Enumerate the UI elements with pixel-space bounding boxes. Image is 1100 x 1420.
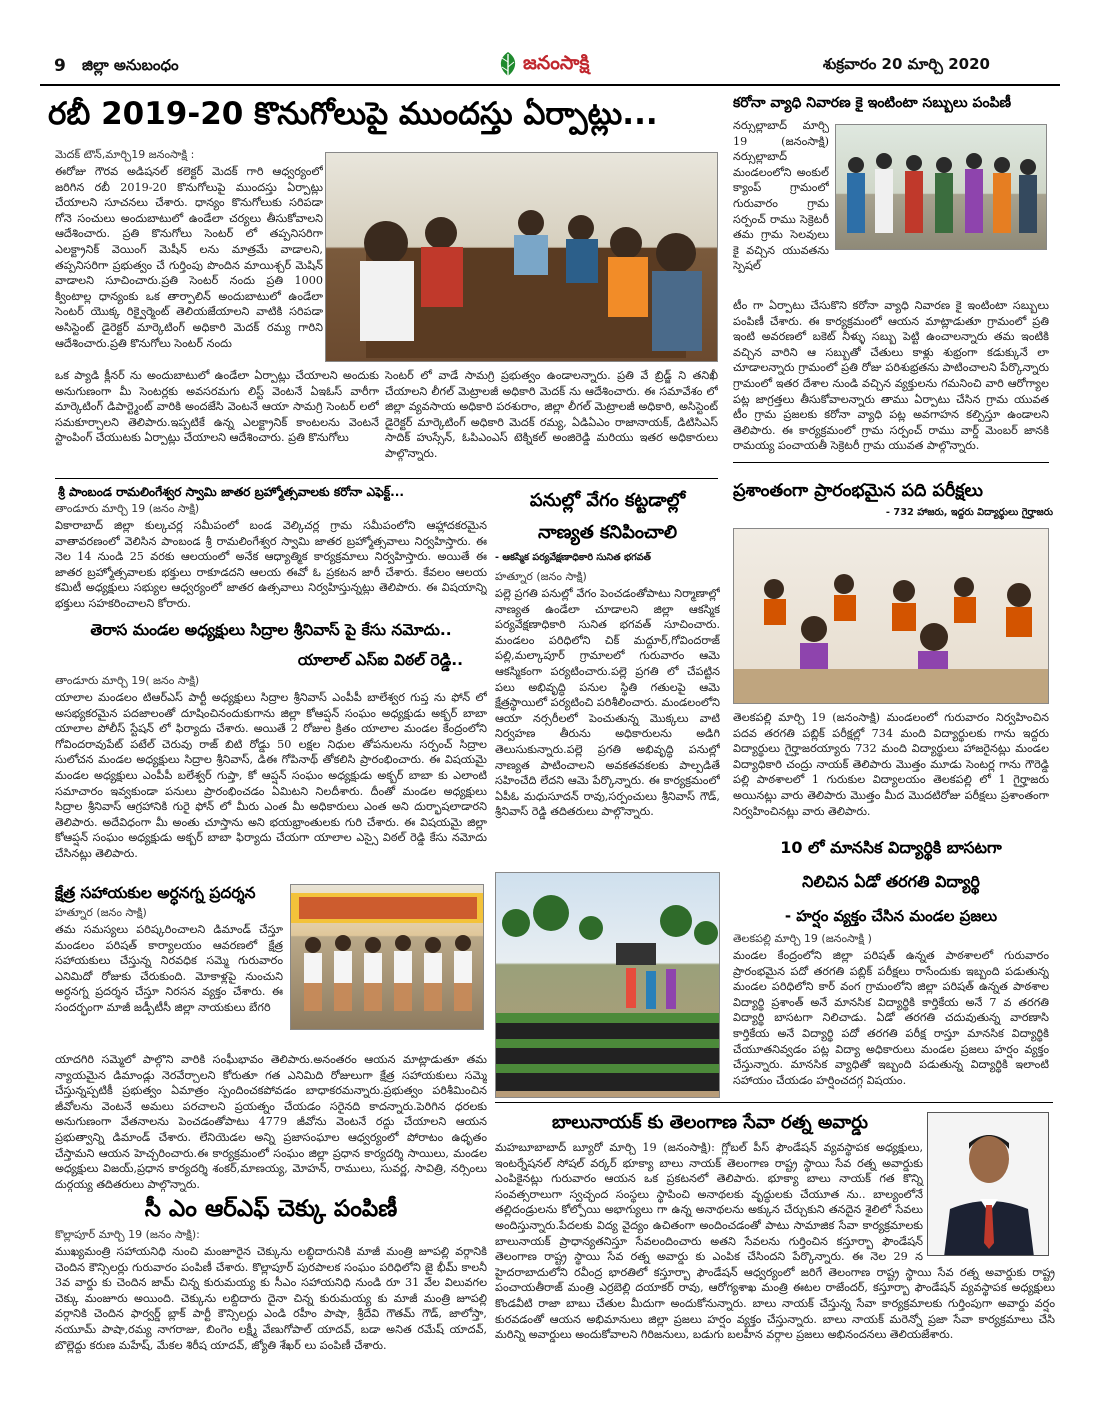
trs-headline-2: యాలాల్ ఎస్ఐ విఠల్ రెడ్డి.. — [297, 651, 463, 669]
nursery-photo — [495, 872, 720, 1098]
panulu-dateline: హత్నూర (జనం సాక్షి) — [495, 570, 587, 583]
tenth-headline-1: 10 లో మానసిక విద్యార్థికి బాసటగా — [780, 838, 1002, 857]
exam-hall-photo — [733, 528, 1049, 704]
divider-h1 — [55, 478, 718, 479]
kshetra-dateline: హత్నూర (జనం సాక్షి) — [55, 906, 147, 919]
trs-dateline: తాండూరు మార్చి 19( జనం సాక్షి) — [55, 674, 200, 687]
exams-headline: ప్రశాంతంగా ప్రారంభమైన పది పరీక్షలు — [733, 481, 983, 501]
balu-nayak-portrait — [927, 1112, 1049, 1256]
jathara-dateline: తాండూరు మార్చి 19 (జనం సాక్షి) — [55, 502, 200, 515]
meeting-photo — [325, 152, 718, 362]
logo — [495, 48, 645, 82]
tenth-headline-2: నిలిచిన ఏడో తరగతి విద్యార్థి — [802, 872, 980, 891]
soap-distribution-photo — [835, 124, 1047, 250]
protest-photo — [290, 884, 484, 1030]
corona-body-wide: టీం గా ఏర్పాటు చేసుకొని కరోనా వ్యాధి నివారణ కై ఇంటింటా సబ్బులు పంపిణీ చేశారు. ఈ కార్యక్రమంలో ఆయన మాట్లాడుతూ గ్రామంలో ప్రతి ఇంటి అవరణలో బకెట్ నీళ్ళు సబ్బు పెట్టి ఉంచాలన్నారు తమ ఇంటికి వచ్చిన వారిని ఆ సబ్బుతో చేతులు కాళ్లు శుభ్రంగా కడుక్కునే లా చూడాలన్నారు గ్రామంలో ప్రతి రోజు పరిశుభ్రతను పాటించాలని పేర్కొన్నారు గ్రామంలో ఇతర దేశాల నుండి వచ్చిన వ్యక్తులను గమనించి వారి ఆరోగ్యాల పట్ల జాగ్రత్తలు తీసుకోవాలన్నారు తాము ఏర్పాటు చేసిన గ్రామ యువత టీం గ్రామ ప్రజలకు కరోనా వ్యాధి పట్ల అవగాహన కల్పిస్తూ ఉండాలని తెలిపారు. ఈ కార్యక్రమంలో గ్రామ సర్పంచ్ రాము వార్డ్ మెంబర్ జానకి రామయ్య పంచాయతీ సెక్రెటరీ గ్రామ యువత పాల్గొన్నారు. — [733, 299, 1049, 453]
corona-body-narrow: నర్సుల్లాబాద్ మార్చి 19 (జనంసాక్షి) నర్సుల్లాబాద్ మండలంలోని అంకుల్ క్యాంప్ గ్రామంలో గురువారం గ్రామ సర్పంచ్ రాము సెక్రెటరీ తమ గ్రామ సెలవులు కై వచ్చిన యువతను స్పెషల్ — [733, 119, 829, 273]
divider-h1b — [733, 462, 1049, 463]
trs-body: యాలాల మండలం టిఆర్ఎస్ పార్టీ అధ్యక్షులు సిద్రాల శ్రీనివాస్ ఎంపీపీ బాలేశ్వర గుప్త ను ఫోన్ లో అసభ్యకరమైన పదజాలంతో దూషించినందుకుగాను జిల్లా కోఆప్షన్ సంఘం అధ్యక్షుడు అక్బర్ బాబా యాలాల పోలీస్ స్టేషన్ లో ఫిర్యాదు చేశారు. అయితే 2 రోజుల క్రితం యాలాల మండల కేంద్రంలోని గోవిందరావుపేట్ పటేల్ చెరువు రాజ్ బిటి రోడ్డు 50 లక్షల నిధుల తోపనులను సర్పంచ్ సిద్రాల సులోచన మండల అధ్యక్షులు సిద్రాల శ్రీనివాస్, డిఈ గోపినాథ్ తోకలిసి ప్రారంభించారు. ఈ విషయమై మండల అధ్యక్షులు ఎంపీపీ బలేశ్వర్ గుప్తా, కో ఆప్షన్ సంఘం అధ్యక్షుడు అక్బర్ బాబా కు ఎలాంటి సమాచారం ఇవ్వకుండా పనులు ప్రారంభించడం ఏమిటని నిలదీశారు. దీంతో మండల అధ్యక్షులు సిద్రాల శ్రీనివాస్ ఆగ్రహానికి గురై ఫోన్ లో మీరు ఎంత మీ అధికారులు ఎంత అని దుర్భాషలాడారని తెలిపారు. అదేవిధంగా మీ అంతు చూస్తాను అని భయభ్రాంతులకు గురి చేశారు. ఈ విషయమై జిల్లా కోఆప్షన్ సంఘం అధ్యక్షుడు అక్బర్ బాబా ఫిర్యాదు చేయగా యాలాల ఎస్సై విఠల్ రెడ్డి కేసు నమోదు చేసినట్లు తెలిపారు. — [55, 691, 487, 860]
main-dateline: మెదక్ టౌన్,మార్చి19 జనంసాక్షి : — [55, 148, 195, 161]
exams-body: తెలకపల్లి మార్చి 19 (జనంసాక్షి) మండలంలో గురువారం నిర్వహించిన పదవ తరగతి పబ్లిక్ పరీక్షల్లో 734 మంది విద్యార్థులకు గాను ఇద్దరు విద్యార్థులు గైర్హాజరయ్యారు 732 మంది విద్యార్థులు హాజరైనట్లు మండల విద్యాధికారి చంద్రు నాయక్ తెలిపారు మొత్తం మూడు సెంటర్ల గాను గౌరెడ్డి పల్లి పాఠశాలలో 1 గురుకుల విద్యాలయం తెలకపల్లి లో 1 గైర్హాజరు అయినట్లు వారు తెలిపారు మొత్తం మీద మొదటిరోజు పరీక్షలు ప్రశాంతంగా నిర్వహించినట్లు వారు తెలిపారు. — [733, 711, 1049, 818]
corona-headline: కరోనా వ్యాధి నివారణ కై ఇంటింటా సబ్బులు పంపిణీ — [733, 95, 1012, 111]
logo-text: జనంసాక్షి — [523, 52, 590, 74]
panulu-subhead: - ఆకస్మిక పర్యవేక్షణాధికారి సునిత భగవత్ — [495, 552, 652, 563]
trs-headline-1: తెరాస మండల అధ్యక్షులు సిద్రాల శ్రీనివాస్ పై కేసు నమోదు.. — [90, 621, 452, 639]
issue-date: శుక్రవారం 20 మార్చి 2020 — [822, 55, 990, 73]
cmrf-body: ముఖ్యమంత్రి సహాయనిధి నుంచి మంజూరైన చెక్కును లబ్ధిదారునికి మాజీ మంత్రి జూపల్లి వర్గానికి చెందిన కౌన్సిలర్లు గురువారం పంపిణీ చేశారు. కొల్లాపూర్ పురపాలక సంఘం పరిధిలోని జై భీమ్ కాలనీ 3వ వార్డు కు చెందిన జామ్ చిన్న కురుమయ్య కు సీఎం సహాయనిధి నుండి రూ 31 వేల విలువగల చెక్కు మంజూరు అయింది. చెక్కును లబ్దిదారు దైనా చిన్న కురుమయ్య కు మాజీ మంత్రి జూపల్లి వర్గానికి చెందిన ఫార్వర్డ్ బ్లాక్ పార్టీ కౌన్సిలర్లు ఎండి రహీం పాషా, శ్రీదేవి గౌతమ్ గౌడ్, జాలోస్తా, నయూమ్ పాషా,రమ్య నాగరాజు, బింగెం లక్ష్మీ వేణుగోపాల్ యాదవ్, బడా అనిత రమేష్ యాదవ్, బొల్లెద్దు కరుణ మహేష్, మేకల శిరీష యాదవ్, జ్యోతి శేఖర్ లు పంపిణీ చేశారు. — [55, 1245, 487, 1352]
masthead — [40, 40, 1060, 84]
section-name: జిల్లా అనుబంధం — [82, 56, 179, 74]
kshetra-body-narrow: తమ సమస్యలు పరిష్కరించాలని డిమాండ్ చేస్తూ మండలం పరిషత్ కార్యాలయం ఆవరణలో క్షేత్ర సహాయకులు చేస్తున్న నిరవధిక సమ్మె గురువారం ఎనిమిదో రోజుకు చేరుకుంది. మోకాళ్లపై నుంచుని అర్ధనగ్న ప్రదర్శన చేస్తూ నిరసన వ్యక్తం చేశారు. ఈ సందర్భంగా మాజీ జడ్పీటీసీ జిల్లా నాయకులు బేగరి — [55, 923, 283, 1014]
leaf-icon — [495, 50, 521, 78]
cmrf-headline: సీ ఎం ఆర్ఎఫ్ చెక్కు పంపిణీ — [144, 1196, 398, 1222]
tenth-headline-3: - హర్షం వ్యక్తం చేసిన మండల ప్రజలు — [784, 907, 998, 925]
divider-h2 — [495, 1102, 1053, 1103]
kshetra-body-wide: యాదగిరి సమ్మెలో పాల్గొని వారికి సంఘీభావం తెలిపారు.అనంతరం ఆయన మాట్లాడుతూ తమ న్యాయమైన డిమాండ్లు నెరవేర్చాలని కోరుతూ గత ఎనిమిది రోజులుగా క్షేత్ర సహాయకులు సమ్మె చేస్తున్నప్పటికీ ప్రభుత్వం ఏమాత్రం స్పందించకపోవడం బాధాకరమన్నారు.ప్రభుత్వం పరిశీమించిన జీవోలను వెంటనే అమలు పరచాలని ప్రయత్నం చేయడం సరైనది కాదన్నారు.పెరిగిన ధరలకు అనుగుణంగా వేతనాలను పెంచడంతోపాటు 4779 జీవోను వెంటనే రద్దు చేయాలని ఆయన ప్రభుత్వాన్ని డిమాండ్ చేశారు. లేనియెడల అన్ని ప్రజాసంఘాల ఆధ్వర్యంలో పోరాటం ఉధృతం చేస్తామని ఆయన హెచ్చరించారు.ఈ కార్యక్రమంలో సంఘం జిల్లా ప్రధాన కార్యదర్శి సాయిలు, మండల అధ్యక్షులు విజయ్,ప్రధాన కార్యదర్శి శంకర్,మాణయ్య, మోహన్, రాములు, సువర్ణ, సావిత్రి, నర్సింలు దుర్గయ్య తదితరులు పాల్గొన్నారు. — [55, 1053, 487, 1191]
masthead-rule — [40, 84, 1060, 86]
exams-subhead: - 732 హాజరు, ఇద్దరు విద్యార్థులు గైర్హాజరు — [885, 507, 1053, 518]
tenth-dateline: తెలకపల్లి మార్చి 19 (జనంసాక్షి ) — [733, 932, 872, 945]
main-body-1: ఈరోజు గౌరవ అడిషనల్ కలెక్టర్ మెదక్ గారి ఆధ్వర్యంలో జరిగిన రబీ 2019-20 కొనుగోలుపై ముందస్తు ఏర్పాట్లు చేయాలని సూచనలు చేశారు. ధాన్యం కొనుగోలుకు సరిపడా గోనె సంచులు అందుబాటులో ఉండేలా చర్యలు తీసుకోవాలని ఆదేశించారు. ప్రతి కొనుగోలు సెంటర్ లో తప్పనిసరిగా ఎలక్ట్రానిక్ వెయింగ్ మెషీన్ లను మాత్రమే వాడాలని, తప్పనిసరిగా ప్రభుత్వం చే గుర్తింపు పొందిన మాయిశ్చర్ మెషిన్ వాడాలని సూచించారు.ప్రతి సెంటర్ నందు ప్రతి 1000 క్వింటాల్ల ధాన్యంకు ఒక తార్పాలిన్ అందుబాటులో ఉండేలా సెంటర్ యొక్క రిక్వైర్మెంట్ తెలియజేయాలని వాటికి సరిపడా అసిస్టెంట్ డైరెక్టర్ మార్కెటింగ్ అధికారి మెదక్ రమ్య గారిని ఆదేశించారు.ప్రతి కొనుగోలు సెంటర్ నందు — [55, 165, 323, 350]
cmrf-dateline: కొల్లాపూర్ మార్చి 19 (జనం సాక్షి): — [55, 1228, 200, 1241]
balu-body: మహబూబాబాద్ బ్యూరో మార్చి 19 (జనంసాక్షి): గ్లోబల్ పీస్ ఫౌండేషన్ వ్యవస్థాపక అధ్యక్షులు, ఇంటర్నేషనల్ సోషల్ వర్కర్ భూక్యా బాలు నాయక్ తెలంగాణ రాష్ట్ర స్థాయి సేవ రత్న అవార్డుకు ఎంపికైనట్లు గురువారం ఆయన ఒక ప్రకటనలో తెలిపారు. భూక్యా బాలు నాయక్ గత కొన్ని సంవత్సరాలుగా స్వచ్ఛంద సంస్థలు స్థాపించి అనాథలకు వృద్ధులకు చేయూత ను.. బాల్యంలోనే తల్లిదండ్రులను కోల్పోయి అభాగ్యులు గా ఉన్న అనాథలను అక్కున చేర్చుకుని తనదైన శైలిలో సేవలు అందిస్తున్నారు.పేదలకు విద్య వైద్యం ఉచితంగా అందించడంతో పాటు సామాజిక సేవా కార్యక్రమాలకు బాలునాయక్ ప్రాధాన్యతనిస్తూ సేవలందించారు అతని సేవలను గుర్తించిన కస్తూర్బా ఫౌండేషన్ తెలంగాణ రాష్ట్ర స్థాయి సేవ రత్న అవార్డు కు ఎంపిక చేసిందని పేర్కొన్నారు. ఈ నెల 29 న హైదరాబాదులోని రవీంద్ర భారతిలో కస్తూర్బా ఫౌండేషన్ ఆధ్వర్యంలో జరిగే తెలంగాణ రాష్ట్ర స్థాయి సేవ రత్న అవార్డుకు రాష్ట్ర పంచాయతీరాజ్ మంత్రి ఎర్రబెల్లి దయాకర్ రావు, ఆరోగ్యశాఖ మంత్రి ఈటల రాజేందర్, కస్తూర్బా ఫౌండేషన్ వ్యవస్థాపక అధ్యక్షులు కొండవీటి రాజా బాబు చేతుల మీదుగా అందుకోనున్నారు. బాలు నాయక్ చేస్తున్న సేవా కార్యక్రమాలకు గుర్తింపుగా అవార్డు వర్షం కురవడంతో ఆయన అభిమానులు జిల్లా ప్రజలు హర్షం వ్యక్తం చేస్తున్నారు. బాలు నాయక్ మరెన్నో ప్రజా సేవా కార్యక్రమాలు చేసి మరిన్ని అవార్డులు అందుకోవాలని గిరిజనులు, బడుగు బలహీన వర్గాల ప్రజలు అభినందనలు తెలియజేశారు. — [495, 1141, 1055, 1342]
kshetra-headline: క్షేత్ర సహాయకుల అర్ధనగ్న ప్రదర్శన — [55, 884, 256, 902]
balu-headline: బాలునాయక్ కు తెలంగాణ సేవా రత్న అవార్డు — [551, 1112, 869, 1133]
jathara-headline: శ్రీ పాంబండ రామలింగేశ్వర స్వామి జాతర బ్రహ్మోత్సవాలకు కరోనా ఎఫెక్ట్... — [58, 485, 405, 499]
main-body-2: ఒక ప్యాడి క్లీనర్ ను అందుబాటులో ఉండేలా ఏర్పాట్లు చేయాలని అందుకు అనుగుణంగా మీ సెంటర్లకు అవసరమగు లిస్ట్ వెంటనే ఏఇఓస్ వారీగా మార్కెటింగ్ డిపార్ట్మెంట్ వారికి అందజేసి వెంటనే ఆయా సామగ్రి సెంటర్ లలో సమకూర్చాలని తెలిపారు.ఇప్పటికే ఉన్న ఎలక్ట్రానిక్ కాంటలను వెంటనే స్టాంపింగ్ చేయుటకు ఏర్పాట్లు చేయాలని ఆదేశించారు. ప్రతి కొనుగోలు — [55, 369, 379, 445]
jathara-body: వికారాబాద్ జిల్లా కుల్కచర్ల సమీపంలో బండ వెల్కిచర్ల గ్రామ సమీపంలోని ఆహ్లాదకరమైన వాతావరణంలో వెలిసిన పాంబండ శ్రీ రామలింగేశ్వర స్వామి జాతర బ్రహ్మోత్సవాలు నిర్వహిస్తారు. ఈ నెల 14 నుండి 25 వరకు ఆలయంలో అనేక ఆధ్యాత్మిక కార్యక్రమాలు నిర్వహిస్తారు. అయితే ఈ జాతర బ్రహ్మోత్సవాలకు భక్తులు రాకూడదని ఆలయ ఈవో ఓ ప్రకటన జారీ చేశారు. కేవలం ఆలయ కమిటీ అధ్యక్షులు సభ్యుల ఆధ్వర్యంలో జాతర ఉత్సవాలు నిర్వహిస్తున్నట్లు తెలిపారు. ఈ విషయాన్ని భక్తులు సహకరించాలని కోరారు. — [55, 519, 487, 610]
tenth-body: మండల కేంద్రంలోని జిల్లా పరిషత్ ఉన్నత పాఠశాలలో గురువారం ప్రారంభమైన పదో తరగతి పబ్లిక్ పరీక్షలు రాసేందుకు ఇబ్బంది పడుతున్న మండల పరిధిలోని కార్ వంగ గ్రామంలోని జిల్లా పరిషత్ ఉన్నత పాఠశాల విద్యార్థి ప్రశాంత్ అనే మానసిక విద్యార్థికి కార్తికేయ అనే 7 వ తరగతి విద్యార్థి బాసటగా నిలిచాడు. ఏడో తరగతి చదువుతున్న వారణాసి కార్తికేయ అనే విద్యార్థి పదో తరగతి పరీక్ష రాస్తూ మానసిక విద్యార్థికి చేయూతనివ్వడం పట్ల విద్యా అధికారులు మండల ప్రజలు హర్షం వ్యక్తం చేస్తున్నారు. మానసిక వ్యాధితో ఇబ్బంది పడుతున్న విద్యార్థికి ఇలాంటి సహాయం చేయడం హర్షించదగ్గ విషయం. — [733, 949, 1049, 1087]
main-body-3: సెంటర్ లో వాడే సామగ్రి ప్రభుత్వం ఉండాలన్నారు. ప్రతి వే బ్రిడ్జ్ ని తనిఖీ చేయాలని లీగల్ మెట్రాలజీ అధికారి మెదక్ ను ఆదేశించారు. ఈ సమావేశం లో జిల్లా వ్యవసాయ అధికారి పరశురాం, జిల్లా లీగల్ మెట్రాలజీ అధికారి, అసిస్టెంట్ డైరెక్టర్ మార్కెటింగ్ అధికారి మెదక్ రమ్య, ఏడిఏఎం రాజానాయక్, డిటిసిఎస్ సాదిక్ హుస్సేన్, ఓపిఎంఎస్ టెక్నికల్ అంజిరెడ్డి మరియు ఇతర అధికారులు పాల్గొన్నారు. — [385, 369, 718, 460]
page-number: 9 — [54, 56, 66, 76]
panulu-body: పల్లె ప్రగతి పనుల్లో వేగం పెంచడంతోపాటు నిర్మాణాల్లో నాణ్యత ఉండేలా చూడాలని జిల్లా ఆకస్మిక పర్యవేక్షణాధికారి సునిత భగవత్ సూచించారు. మండలం పరిధిలోని చిక్ మద్దూర్,గోవిందరాజ్ పల్లి,మల్కాపూర్ గ్రామాలలో గురువారం ఆమె ఆకస్మికంగా పర్యటించారు.పల్లె ప్రగతి లో చేపట్టిన పలు అభివృద్ధి పనుల స్థితి గతులపై ఆమె క్షేత్రస్థాయిలో పర్యటించి పరిశీలించారు. మండలంలోని ఆయా నర్సరీలలో పెంచుతున్న మొక్కలు వాటి నిర్వహణ తీరును అధికారులను అడిగి తెలుసుకున్నారు.పల్లె ప్రగతి అభివృద్ధి పనుల్లో నాణ్యత పాటించాలని అవకతవకలకు పాల్పడితే సహించేది లేదని ఆమె పేర్కొన్నారు. ఈ కార్యక్రమంలో ఏపీఓ మధుసూదన్ రావు,సర్పంచులు శ్రీనివాస్ గౌడ్, శ్రీనివాస్ రెడ్డి తదితరులు పాల్గొన్నారు. — [495, 587, 720, 819]
panulu-headline-2: నాణ్యత కనిపించాలి — [537, 522, 678, 543]
main-headline: రబీ 2019-20 కొనుగోలుపై ముందస్తు ఏర్పాట్లు... — [48, 96, 658, 132]
panulu-headline-1: పనుల్లో వేగం కట్టడాల్లో — [529, 490, 686, 511]
